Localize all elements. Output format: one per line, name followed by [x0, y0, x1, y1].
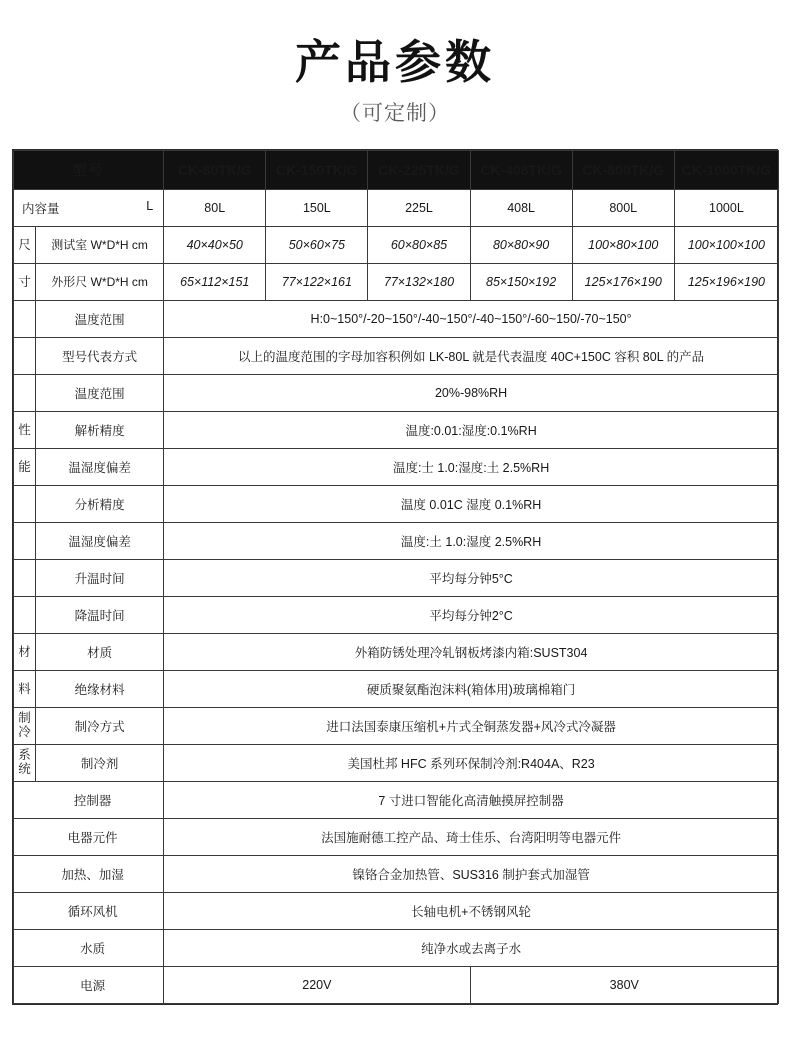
row-label-resolution: 解析精度 [36, 411, 164, 448]
cell-insulation: 硬质聚氨酯泡沫料(箱体用)玻璃棉箱门 [164, 670, 779, 707]
cell-heating-time: 平均每分钟5°C [164, 559, 779, 596]
row-label-controller: 控制器 [14, 781, 164, 818]
cell-outer-80: 65×112×151 [164, 263, 266, 300]
table-row [14, 559, 779, 596]
cell-capacity-80: 80L [164, 189, 266, 226]
table-row [14, 966, 779, 1003]
table-body [14, 189, 779, 1003]
title-block [0, 0, 790, 127]
page-title: 产品参数 [295, 36, 495, 88]
side-label-cooling-1 [14, 707, 36, 744]
cell-water-quality: 纯净水或去离子水 [164, 929, 779, 966]
table-row [14, 411, 779, 448]
cell-chamber-225: 60×80×85 [368, 226, 470, 263]
table-row [14, 818, 779, 855]
table-row [14, 300, 779, 337]
side-text-cooling-a: 制 [18, 711, 31, 726]
side-label-size-2: 寸 [14, 263, 36, 300]
row-label-temp-range: 温度范围 [36, 300, 164, 337]
cell-power-380v: 380V [470, 966, 778, 1003]
row-label-capacity [14, 189, 164, 226]
table-row [14, 633, 779, 670]
cell-outer-150: 77×122×161 [266, 263, 368, 300]
row-label-chamber-size: 测试室 W*D*H cm [36, 226, 164, 263]
column-header-ck150: CK-150TK/G [266, 150, 368, 189]
table-row [14, 707, 779, 744]
table-row [14, 929, 779, 966]
row-label-insulation: 绝缘材料 [36, 670, 164, 707]
cell-outer-408: 85×150×192 [470, 263, 572, 300]
row-label-accuracy: 分析精度 [36, 485, 164, 522]
side-blank-4 [14, 485, 36, 522]
cell-humidity-range: 20%-98%RH [164, 374, 779, 411]
cell-capacity-800: 800L [572, 189, 674, 226]
cell-outer-225: 77×132×180 [368, 263, 470, 300]
capacity-unit: L [146, 198, 154, 213]
cell-deviation-2: 温度:土 1.0:湿度 2.5%RH [164, 522, 779, 559]
row-label-heating-humidifying: 加热、加湿 [14, 855, 164, 892]
cell-deviation-1: 温度:士 1.0:湿度:土 2.5%RH [164, 448, 779, 485]
table-row [14, 855, 779, 892]
cell-resolution: 温度:0.01:湿度:0.1%RH [164, 411, 779, 448]
side-blank-5 [14, 522, 36, 559]
row-label-water-quality: 水质 [14, 929, 164, 966]
row-label-refrigerant: 制冷剂 [36, 744, 164, 781]
spec-table [13, 150, 779, 1004]
cell-capacity-225: 225L [368, 189, 470, 226]
row-label-heating-time: 升温时间 [36, 559, 164, 596]
cell-refrigerant: 美国杜邦 HFC 系列环保制冷剂:R404A、R23 [164, 744, 779, 781]
table-row [14, 374, 779, 411]
side-label-size-1: 尺 [14, 226, 36, 263]
side-label-material-1: 材 [14, 633, 36, 670]
row-label-cooling-method: 制冷方式 [36, 707, 164, 744]
table-header [14, 150, 779, 189]
row-label-electrical-parts: 电器元件 [14, 818, 164, 855]
cell-capacity-408: 408L [470, 189, 572, 226]
column-header-ck225: CK-225TK/G [368, 150, 470, 189]
cell-outer-800: 125×176×190 [572, 263, 674, 300]
side-blank-2 [14, 337, 36, 374]
row-label-power-supply: 电源 [14, 966, 164, 1003]
cell-temp-range: H:0~150°/-20~150°/-40~150°/-40~150°/-60~150/-70~150° [164, 300, 779, 337]
table-row [14, 744, 779, 781]
cell-chamber-80: 40×40×50 [164, 226, 266, 263]
cell-chamber-150: 50×60×75 [266, 226, 368, 263]
row-label-humidity-range: 温度范围 [36, 374, 164, 411]
table-row [14, 781, 779, 818]
cell-cooling-method: 进口法国泰康压缩机+片式全铜蒸发器+风冷式冷凝器 [164, 707, 779, 744]
row-label-circulation-fan: 循环风机 [14, 892, 164, 929]
table-row [14, 670, 779, 707]
table-row [14, 263, 779, 300]
side-text-cooling-c: 系 [18, 748, 31, 763]
side-blank-6 [14, 559, 36, 596]
capacity-label: 内容量 [22, 201, 60, 216]
cell-circulation-fan: 长轴电机+不锈钢风轮 [164, 892, 779, 929]
side-label-cooling-2 [14, 744, 36, 781]
side-text-cooling-b: 冷 [18, 724, 31, 739]
side-blank-1 [14, 300, 36, 337]
cell-power-220v: 220V [164, 966, 470, 1003]
row-label-material: 材质 [36, 633, 164, 670]
column-header-ck408: CK-408TK/G [470, 150, 572, 189]
spec-table-wrapper [12, 149, 778, 1005]
row-label-model-naming: 型号代表方式 [36, 337, 164, 374]
cell-outer-1000: 125×196×190 [674, 263, 778, 300]
page-subtitle: （可定制） [340, 101, 450, 125]
column-header-model: 型号 [14, 150, 164, 189]
cell-accuracy: 温度 0.01C 湿度 0.1%RH [164, 485, 779, 522]
cell-electrical-parts: 法国施耐德工控产品、琦士佳乐、台湾阳明等电器元件 [164, 818, 779, 855]
table-row [14, 596, 779, 633]
row-label-outer-size: 外形尺 W*D*H cm [36, 263, 164, 300]
table-row [14, 189, 779, 226]
table-row [14, 337, 779, 374]
cell-cooling-time: 平均每分钟2°C [164, 596, 779, 633]
table-row [14, 448, 779, 485]
table-row [14, 522, 779, 559]
table-row [14, 485, 779, 522]
side-label-perf-2: 能 [14, 448, 36, 485]
cell-controller: 7 寸进口智能化高清触摸屏控制器 [164, 781, 779, 818]
cell-capacity-150: 150L [266, 189, 368, 226]
side-blank-3 [14, 374, 36, 411]
cell-chamber-408: 80×80×90 [470, 226, 572, 263]
column-header-ck800: CK-800TK/G [572, 150, 674, 189]
row-label-deviation-1: 温湿度偏差 [36, 448, 164, 485]
side-text-cooling-d: 统 [18, 761, 31, 776]
side-blank-7 [14, 596, 36, 633]
cell-heating-humidifying: 镍铬合金加热管、SUS316 制护套式加湿管 [164, 855, 779, 892]
cell-chamber-1000: 100×100×100 [674, 226, 778, 263]
cell-capacity-1000: 1000L [674, 189, 778, 226]
table-row [14, 892, 779, 929]
header-row [14, 150, 779, 189]
cell-chamber-800: 100×80×100 [572, 226, 674, 263]
column-header-ck1000: CK-1000TK/G [674, 150, 778, 189]
table-row [14, 226, 779, 263]
row-label-deviation-2: 温湿度偏差 [36, 522, 164, 559]
row-label-cooling-time: 降温时间 [36, 596, 164, 633]
cell-model-naming: 以上的温度范围的字母加容积例如 LK-80L 就是代表温度 40C+150C 容积 80L 的产品 [164, 337, 779, 374]
side-label-perf-1: 性 [14, 411, 36, 448]
cell-material: 外箱防锈处理冷轧钢板烤漆内箱:SUST304 [164, 633, 779, 670]
column-header-ck80: CK-80TK/G [164, 150, 266, 189]
side-label-material-2: 料 [14, 670, 36, 707]
